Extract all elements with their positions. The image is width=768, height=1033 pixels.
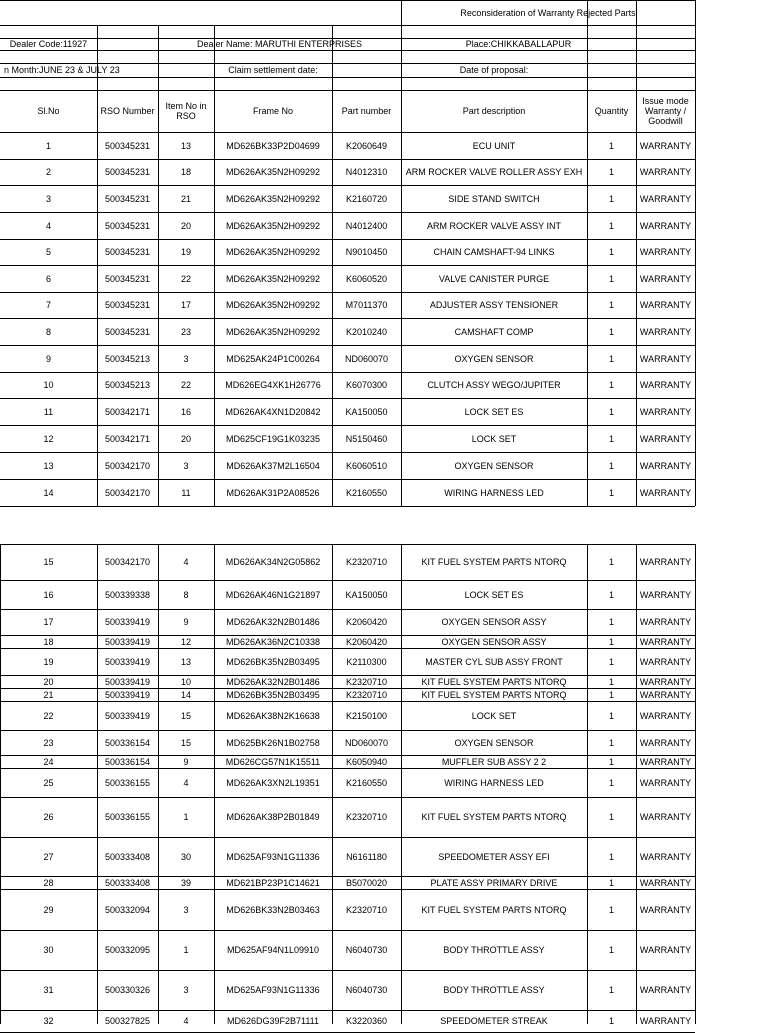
table-cell: MD625AK24P1C00264 [226, 353, 320, 364]
table-cell: 500339338 [104, 589, 151, 600]
table-cell: 500336154 [104, 737, 151, 748]
table-cell: 1 [183, 945, 189, 955]
table-cell: 1 [608, 247, 614, 257]
table-cell: 1 [608, 985, 614, 995]
table-cell: MD626AK3XN2L19351 [226, 777, 320, 788]
table-cell: 500333408 [104, 877, 151, 888]
table-cell: 20 [180, 220, 191, 231]
table-cell: 25 [43, 777, 54, 788]
table-cell: MD625CF19G1K03235 [225, 433, 321, 444]
table-cell: CHAIN CAMSHAFT-94 LINKS [433, 247, 555, 257]
table-cell: 500339419 [104, 636, 151, 647]
table-cell: 500345231 [104, 247, 151, 257]
date-of-proposal: Date of proposal: [459, 65, 529, 75]
column-header: Part number [341, 106, 392, 116]
grid-vline [695, 0, 696, 506]
column-header: Issue mode Warranty / Goodwill [642, 96, 689, 126]
table-cell: 32 [43, 1016, 54, 1026]
table-cell: OXYGEN SENSOR ASSY [441, 636, 547, 647]
table-cell: 1 [608, 710, 614, 721]
table-cell: MD621BP23P1C14621 [226, 877, 320, 888]
table-cell: WARRANTY [639, 617, 692, 627]
table-cell: 1 [608, 777, 614, 788]
grid-hline [0, 506, 695, 507]
table-cell: CLUTCH ASSY WEGO/JUPITER [427, 380, 561, 390]
table-cell: K2320710 [345, 676, 388, 687]
table-cell: WARRANTY [639, 737, 692, 748]
table-cell: 5 [45, 247, 51, 257]
table-cell: VALVE CANISTER PURGE [438, 273, 550, 284]
table-cell: 500345231 [104, 273, 151, 284]
table-cell: K3220360 [345, 1016, 388, 1026]
table-cell: WARRANTY [639, 487, 692, 498]
table-cell: MD625AF93N1G11336 [226, 851, 320, 862]
table-cell: ND060070 [344, 353, 389, 364]
table-cell: 20 [43, 676, 54, 687]
table-cell: MD626AK32N2B01486 [226, 617, 320, 627]
table-cell: 22 [180, 380, 191, 390]
grid-vline [401, 544, 402, 1024]
table-cell: 22 [43, 710, 54, 721]
table-cell: 17 [43, 617, 54, 627]
table-cell: OXYGEN SENSOR [454, 737, 534, 748]
table-cell: 1 [608, 737, 614, 748]
table-cell: LOCK SET [471, 710, 517, 721]
grid-vline [401, 25, 402, 90]
claim-month: n Month:JUNE 23 & JULY 23 [4, 65, 120, 75]
table-cell: LOCK SET ES [464, 406, 524, 417]
table-cell: 500327825 [104, 1016, 151, 1026]
table-cell: 500336154 [104, 756, 151, 767]
column-header: Part description [462, 106, 526, 116]
table-cell: 7 [45, 300, 51, 310]
table-cell: 500336155 [104, 777, 151, 788]
grid-vline [214, 25, 215, 90]
table-cell: K2160720 [345, 193, 388, 204]
table-cell: 19 [43, 656, 54, 667]
table-cell: 1 [608, 1016, 614, 1026]
table-cell: SPEEDOMETER ASSY EFI [438, 851, 550, 862]
table-cell: K6060510 [345, 460, 388, 471]
table-cell: 18 [180, 167, 191, 177]
table-cell: 1 [608, 756, 614, 767]
table-cell: CAMSHAFT COMP [454, 326, 534, 337]
table-cell: K2060420 [345, 617, 388, 627]
table-cell: K6060520 [345, 273, 388, 284]
table-cell: K2320710 [345, 557, 388, 567]
table-cell: 10 [180, 676, 191, 687]
table-cell: 1 [608, 353, 614, 364]
table-cell: 14 [43, 487, 54, 498]
table-cell: MD626AK35N2H09292 [225, 300, 321, 310]
table-cell: MASTER CYL SUB ASSY FRONT [425, 656, 563, 667]
table-cell: MD626AK46N1G21897 [225, 589, 321, 600]
grid-hline [0, 50, 695, 51]
table-cell: WARRANTY [639, 1016, 692, 1026]
table-cell: 4 [183, 777, 189, 788]
table-cell: 1 [608, 676, 614, 687]
table-cell: N4012310 [345, 167, 388, 177]
table-cell: WARRANTY [639, 380, 692, 390]
table-cell: MD626AK36N2C10338 [225, 636, 321, 647]
table-cell: WARRANTY [639, 589, 692, 600]
table-cell: K2320710 [345, 689, 388, 700]
table-cell: OXYGEN SENSOR ASSY [441, 617, 547, 627]
table-cell: K2320710 [345, 812, 388, 822]
table-cell: K2010240 [345, 326, 388, 337]
table-cell: KIT FUEL SYSTEM PARTS NTORQ [421, 689, 567, 700]
table-cell: 1 [608, 140, 614, 151]
table-cell: WIRING HARNESS LED [444, 777, 544, 788]
table-cell: WARRANTY [639, 557, 692, 567]
table-cell: 11 [43, 406, 54, 417]
grid-vline [587, 544, 588, 1024]
grid-vline [636, 544, 637, 1024]
table-cell: 500332094 [104, 904, 151, 915]
table-cell: K2110300 [346, 656, 387, 667]
table-cell: 2 [45, 167, 51, 177]
grid-hline [0, 25, 695, 26]
table-cell: K6050940 [345, 756, 388, 767]
table-cell: 17 [180, 300, 191, 310]
table-cell: 1 [608, 273, 614, 284]
table-cell: 500339419 [104, 710, 151, 721]
table-cell: 1 [608, 167, 614, 177]
table-cell: 18 [43, 636, 54, 647]
table-cell: 1 [608, 406, 614, 417]
table-cell: MD626BK33P2D04699 [226, 140, 320, 151]
table-cell: MD626AK4XN1D20842 [225, 406, 321, 417]
table-cell: 500342170 [104, 557, 151, 567]
table-cell: WARRANTY [639, 676, 692, 687]
table-cell: 11 [181, 487, 191, 498]
table-cell: 500345231 [104, 300, 151, 310]
table-cell: MD625AF94N1L09910 [226, 945, 320, 955]
table-cell: 29 [43, 904, 54, 915]
table-cell: WARRANTY [639, 877, 692, 888]
table-cell: WARRANTY [639, 460, 692, 471]
table-cell: 500345231 [104, 193, 151, 204]
table-cell: 1 [608, 689, 614, 700]
table-cell: SIDE STAND SWITCH [448, 193, 540, 204]
table-cell: 1 [608, 617, 614, 627]
table-cell: PLATE ASSY PRIMARY DRIVE [430, 877, 558, 888]
table-cell: WARRANTY [639, 851, 692, 862]
table-cell: MD626AK35N2H09292 [225, 273, 321, 284]
table-cell: N9010450 [345, 247, 388, 257]
table-cell: MD626AK31P2A08526 [226, 487, 320, 498]
table-cell: WARRANTY [639, 904, 692, 915]
grid-vline [332, 25, 333, 90]
table-cell: MD626CG57N1K15511 [225, 756, 321, 767]
table-cell: WARRANTY [639, 433, 692, 444]
table-cell: 500332095 [104, 945, 151, 955]
table-cell: KA150050 [345, 589, 388, 600]
table-cell: 8 [45, 326, 51, 337]
table-cell: WARRANTY [639, 193, 692, 204]
table-cell: 4 [183, 557, 189, 567]
claim-settlement-date: Claim settlement date: [228, 65, 318, 75]
table-cell: MD626AK37M2L16504 [226, 460, 320, 471]
table-cell: WARRANTY [639, 220, 692, 231]
table-cell: K2060420 [345, 636, 388, 647]
table-cell: 15 [43, 557, 54, 567]
table-cell: WARRANTY [639, 945, 692, 955]
table-cell: N4012400 [345, 220, 388, 231]
table-cell: WARRANTY [639, 656, 692, 667]
table-cell: ECU UNIT [472, 140, 516, 151]
table-cell: K2060649 [345, 140, 388, 151]
table-cell: 9 [183, 756, 189, 767]
table-cell: KIT FUEL SYSTEM PARTS NTORQ [421, 904, 567, 915]
dealer-name: Dealer Name: MARUTHI ENTERPRISES [196, 39, 363, 49]
table-cell: 3 [183, 985, 189, 995]
table-cell: MD626AK32N2B01486 [226, 676, 320, 687]
table-cell: MD626AK38P2B01849 [226, 812, 320, 822]
table-cell: MD625AF93N1G11336 [226, 985, 320, 995]
table-cell: 1 [608, 877, 614, 888]
table-cell: WARRANTY [639, 689, 692, 700]
table-cell: 1 [608, 557, 614, 567]
table-cell: MD626BK35N2B03495 [226, 656, 320, 667]
table-cell: 1 [608, 945, 614, 955]
table-cell: 500339419 [104, 656, 151, 667]
table-cell: WARRANTY [639, 777, 692, 788]
table-cell: 14 [180, 689, 191, 700]
grid-vline [695, 544, 696, 1024]
table-cell: WARRANTY [639, 273, 692, 284]
table-cell: 1 [608, 433, 614, 444]
table-cell: 500330326 [104, 985, 151, 995]
table-cell: 500336155 [104, 812, 151, 822]
table-cell: 10 [43, 380, 54, 390]
table-cell: 1 [608, 326, 614, 337]
table-cell: SPEEDOMETER STREAK [440, 1016, 548, 1026]
table-cell: 500342171 [104, 406, 151, 417]
grid-vline [587, 25, 588, 90]
column-header: Frame No [252, 106, 293, 116]
table-cell: 500342170 [104, 487, 151, 498]
table-cell: K2320710 [345, 904, 388, 915]
table-cell: 3 [183, 460, 189, 471]
table-cell: WARRANTY [639, 326, 692, 337]
table-cell: WARRANTY [639, 167, 692, 177]
table-cell: 1 [45, 140, 51, 151]
table-cell: 1 [608, 220, 614, 231]
table-cell: MD626BK33N2B03463 [226, 904, 320, 915]
table-cell: K2150100 [345, 710, 388, 721]
table-cell: 500345231 [104, 140, 151, 151]
table-cell: 12 [180, 636, 191, 647]
table-cell: 13 [180, 656, 191, 667]
table-cell: MUFFLER SUB ASSY 2 2 [441, 756, 547, 767]
table-cell: 23 [43, 737, 54, 748]
table-cell: 27 [43, 851, 54, 862]
table-cell: WARRANTY [639, 985, 692, 995]
grid-vline [97, 544, 98, 1024]
table-cell: KIT FUEL SYSTEM PARTS NTORQ [421, 557, 567, 567]
grid-vline [214, 544, 215, 1024]
table-cell: N6040730 [345, 985, 388, 995]
table-cell: MD626DG39F2B71111 [226, 1016, 320, 1026]
column-header: Quantity [594, 106, 629, 116]
table-cell: 30 [180, 851, 191, 862]
table-cell: 23 [180, 326, 191, 337]
table-cell: 500345213 [104, 353, 151, 364]
table-cell: 500345231 [104, 220, 151, 231]
table-cell: MD626AK35N2H09292 [225, 167, 321, 177]
table-cell: 1 [608, 812, 614, 822]
table-cell: 4 [183, 1016, 189, 1026]
table-cell: 13 [180, 140, 191, 151]
table-cell: N6040730 [345, 945, 388, 955]
table-cell: KIT FUEL SYSTEM PARTS NTORQ [421, 676, 567, 687]
table-cell: 19 [180, 247, 191, 257]
dealer-place: Place:CHIKKABALLAPUR [465, 39, 572, 49]
table-cell: 1 [608, 656, 614, 667]
table-cell: 8 [183, 589, 189, 600]
grid-hline [0, 77, 695, 78]
table-cell: 31 [43, 985, 54, 995]
table-cell: 28 [43, 877, 54, 888]
table-cell: 26 [43, 812, 54, 822]
table-cell: 6 [45, 273, 51, 284]
table-cell: ADJUSTER ASSY TENSIONER [429, 300, 559, 310]
table-cell: WARRANTY [639, 247, 692, 257]
table-cell: KIT FUEL SYSTEM PARTS NTORQ [421, 812, 567, 822]
table-cell: 3 [45, 193, 51, 204]
table-cell: MD626BK35N2B03495 [226, 689, 320, 700]
table-cell: 500342170 [104, 460, 151, 471]
table-cell: 3 [183, 904, 189, 915]
table-cell: N6161180 [346, 851, 387, 862]
grid-vline [158, 544, 159, 1024]
table-cell: 1 [608, 589, 614, 600]
column-header: RSO Number [100, 106, 155, 116]
table-cell: N5150460 [345, 433, 388, 444]
table-cell: K2160550 [345, 777, 388, 788]
table-cell: MD626AK35N2H09292 [225, 220, 321, 231]
table-cell: WARRANTY [639, 812, 692, 822]
table-cell: 1 [608, 300, 614, 310]
table-cell: 9 [45, 353, 51, 364]
table-cell: KA150050 [345, 406, 388, 417]
grid-vline [158, 25, 159, 90]
table-cell: 21 [180, 193, 191, 204]
table-cell: OXYGEN SENSOR [454, 460, 534, 471]
table-cell: 1 [608, 193, 614, 204]
table-cell: 500333408 [104, 851, 151, 862]
table-cell: 22 [180, 273, 191, 284]
table-cell: 4 [45, 220, 51, 231]
table-cell: WARRANTY [639, 140, 692, 151]
table-cell: 1 [608, 380, 614, 390]
table-cell: WIRING HARNESS LED [444, 487, 544, 498]
table-cell: 1 [608, 636, 614, 647]
table-cell: WARRANTY [639, 710, 692, 721]
table-cell: 3 [183, 353, 189, 364]
table-cell: 21 [43, 689, 54, 700]
table-cell: 500345213 [104, 380, 151, 390]
table-cell: WARRANTY [639, 353, 692, 364]
table-cell: 500345231 [104, 326, 151, 337]
table-cell: 12 [43, 433, 54, 444]
table-cell: 20 [180, 433, 191, 444]
table-cell: MD625BK26N1B02758 [226, 737, 320, 748]
table-cell: 15 [180, 710, 191, 721]
table-cell: 500345231 [104, 167, 151, 177]
table-cell: MD626AK35N2H09292 [225, 247, 321, 257]
table-cell: LOCK SET ES [464, 589, 524, 600]
table-cell: 30 [43, 945, 54, 955]
table-cell: 39 [180, 877, 191, 888]
table-cell: 9 [183, 617, 189, 627]
table-cell: MD626AK38N2K16638 [226, 710, 320, 721]
table-cell: 16 [43, 589, 54, 600]
table-cell: WARRANTY [639, 300, 692, 310]
table-cell: BODY THROTTLE ASSY [443, 945, 545, 955]
sheet-title: Reconsideration of Warranty Rejected Parts [460, 7, 636, 18]
table-cell: MD626AK35N2H09292 [225, 326, 321, 337]
table-cell: 1 [608, 460, 614, 471]
grid-vline [97, 25, 98, 90]
table-cell: ARM ROCKER VALVE ASSY INT [426, 220, 562, 231]
table-cell: B5070020 [345, 877, 388, 888]
table-cell: WARRANTY [639, 406, 692, 417]
table-cell: ND060070 [344, 737, 389, 748]
table-cell: 1 [608, 851, 614, 862]
table-cell: M7011370 [345, 300, 388, 310]
grid-hline [0, 544, 695, 545]
table-cell: ARM ROCKER VALVE ROLLER ASSY EXH [405, 167, 583, 177]
table-cell: 16 [180, 406, 191, 417]
table-cell: K6070300 [345, 380, 388, 390]
column-header: Sl.No [37, 106, 60, 116]
table-cell: WARRANTY [639, 636, 692, 647]
table-cell: MD626EG4XK1H26776 [225, 380, 321, 390]
table-cell: 500339419 [104, 617, 151, 627]
grid-vline [636, 25, 637, 90]
table-cell: 1 [608, 904, 614, 915]
table-cell: OXYGEN SENSOR [454, 353, 534, 364]
table-cell: WARRANTY [639, 756, 692, 767]
grid-vline [332, 544, 333, 1024]
table-cell: 1 [183, 812, 189, 822]
table-cell: BODY THROTTLE ASSY [443, 985, 545, 995]
table-cell: MD626AK34N2G05862 [225, 557, 321, 567]
table-cell: LOCK SET [471, 433, 517, 444]
table-cell: 500339419 [104, 689, 151, 700]
table-cell: 500339419 [104, 676, 151, 687]
table-cell: MD626AK35N2H09292 [225, 193, 321, 204]
table-cell: 24 [43, 756, 54, 767]
grid-vline [0, 544, 1, 1024]
table-cell: 15 [180, 737, 191, 748]
column-header: Item No in RSO [165, 101, 207, 121]
table-cell: 13 [43, 460, 54, 471]
table-cell: 500342171 [104, 433, 151, 444]
table-cell: K2160550 [345, 487, 388, 498]
dealer-code: Dealer Code:11927 [9, 39, 88, 49]
table-cell: 1 [608, 487, 614, 498]
